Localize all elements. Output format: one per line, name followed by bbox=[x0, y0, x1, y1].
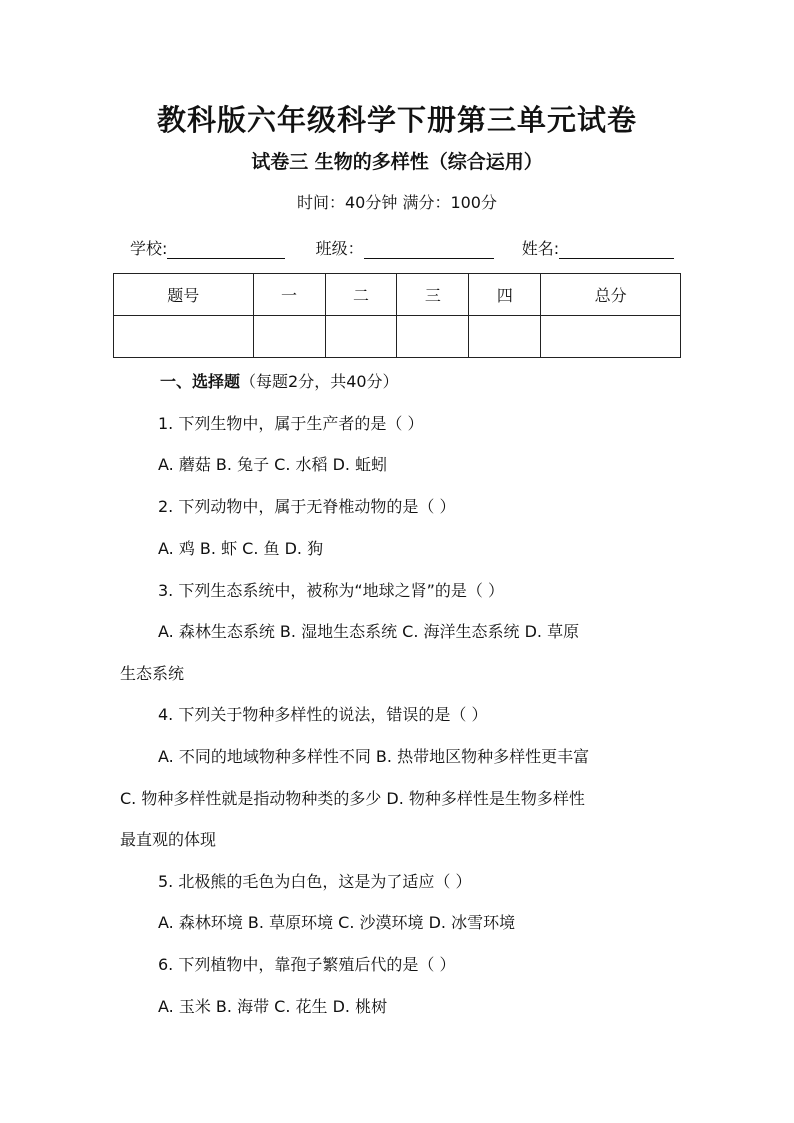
score-entry-cell[interactable] bbox=[541, 316, 681, 358]
question-4-options-line-2: C. 物种多样性就是指动物种类的多少 D. 物种多样性是生物多样性 bbox=[120, 789, 585, 808]
score-table-entry-row bbox=[114, 316, 681, 358]
question-3-options-line-2: 生态系统 bbox=[120, 664, 185, 683]
question-4-options-line-1: A. 不同的地域物种多样性不同 B. 热带地区物种多样性更丰富 bbox=[158, 747, 590, 766]
section-1-heading bbox=[160, 369, 399, 392]
name-label: 姓名: bbox=[521, 239, 560, 258]
question-2-stem: 2. 下列动物中，属于无脊椎动物的是（ ） bbox=[158, 497, 456, 516]
question-6-stem: 6. 下列植物中，靠孢子繁殖后代的是（ ） bbox=[158, 955, 456, 974]
question-4-stem: 4. 下列关于物种多样性的说法，错误的是（ ） bbox=[158, 705, 488, 724]
exam-title: 教科版六年级科学下册第三单元试卷 bbox=[156, 103, 637, 137]
score-header-cell: 二 bbox=[325, 274, 397, 316]
score-header-cell: 题号 bbox=[114, 274, 254, 316]
name-blank[interactable] bbox=[559, 240, 674, 259]
score-entry-cell[interactable] bbox=[114, 316, 254, 358]
school-label: 学校: bbox=[130, 239, 168, 258]
question-2-options: A. 鸡 B. 虾 C. 鱼 D. 狗 bbox=[158, 539, 324, 558]
section-1-note: （每题2分，共40分） bbox=[240, 372, 399, 391]
score-table-header-row bbox=[114, 274, 681, 316]
question-1-options: A. 蘑菇 B. 兔子 C. 水稻 D. 蚯蚓 bbox=[158, 455, 388, 474]
exam-subtitle: 试卷三 生物的多样性（综合运用） bbox=[251, 151, 543, 173]
time-and-score-info: 时间：40分钟 满分：100分 bbox=[297, 193, 497, 212]
school-blank[interactable] bbox=[167, 240, 285, 259]
question-3-options-line-1: A. 森林生态系统 B. 湿地生态系统 C. 海洋生态系统 D. 草原 bbox=[158, 622, 580, 641]
class-blank[interactable] bbox=[364, 240, 494, 259]
question-4-options-line-3: 最直观的体现 bbox=[120, 830, 217, 849]
score-entry-cell[interactable] bbox=[325, 316, 397, 358]
score-entry-cell[interactable] bbox=[397, 316, 469, 358]
score-header-cell: 总分 bbox=[541, 274, 681, 316]
class-label: 班级： bbox=[315, 239, 364, 258]
score-entry-cell[interactable] bbox=[469, 316, 541, 358]
score-header-cell: 三 bbox=[397, 274, 469, 316]
question-3-stem: 3. 下列生态系统中，被称为“地球之肾”的是（ ） bbox=[158, 581, 505, 600]
question-6-options: A. 玉米 B. 海带 C. 花生 D. 桃树 bbox=[158, 997, 388, 1016]
question-5-options: A. 森林环境 B. 草原环境 C. 沙漠环境 D. 冰雪环境 bbox=[158, 913, 516, 932]
score-entry-cell[interactable] bbox=[253, 316, 325, 358]
question-1-stem: 1. 下列生物中，属于生产者的是（ ） bbox=[158, 414, 424, 433]
question-5-stem: 5. 北极熊的毛色为白色，这是为了适应（ ） bbox=[158, 872, 472, 891]
score-header-cell: 一 bbox=[253, 274, 325, 316]
score-table bbox=[113, 273, 681, 358]
student-info-line bbox=[130, 236, 690, 259]
score-header-cell: 四 bbox=[469, 274, 541, 316]
section-1-title: 一、选择题 bbox=[160, 372, 241, 391]
